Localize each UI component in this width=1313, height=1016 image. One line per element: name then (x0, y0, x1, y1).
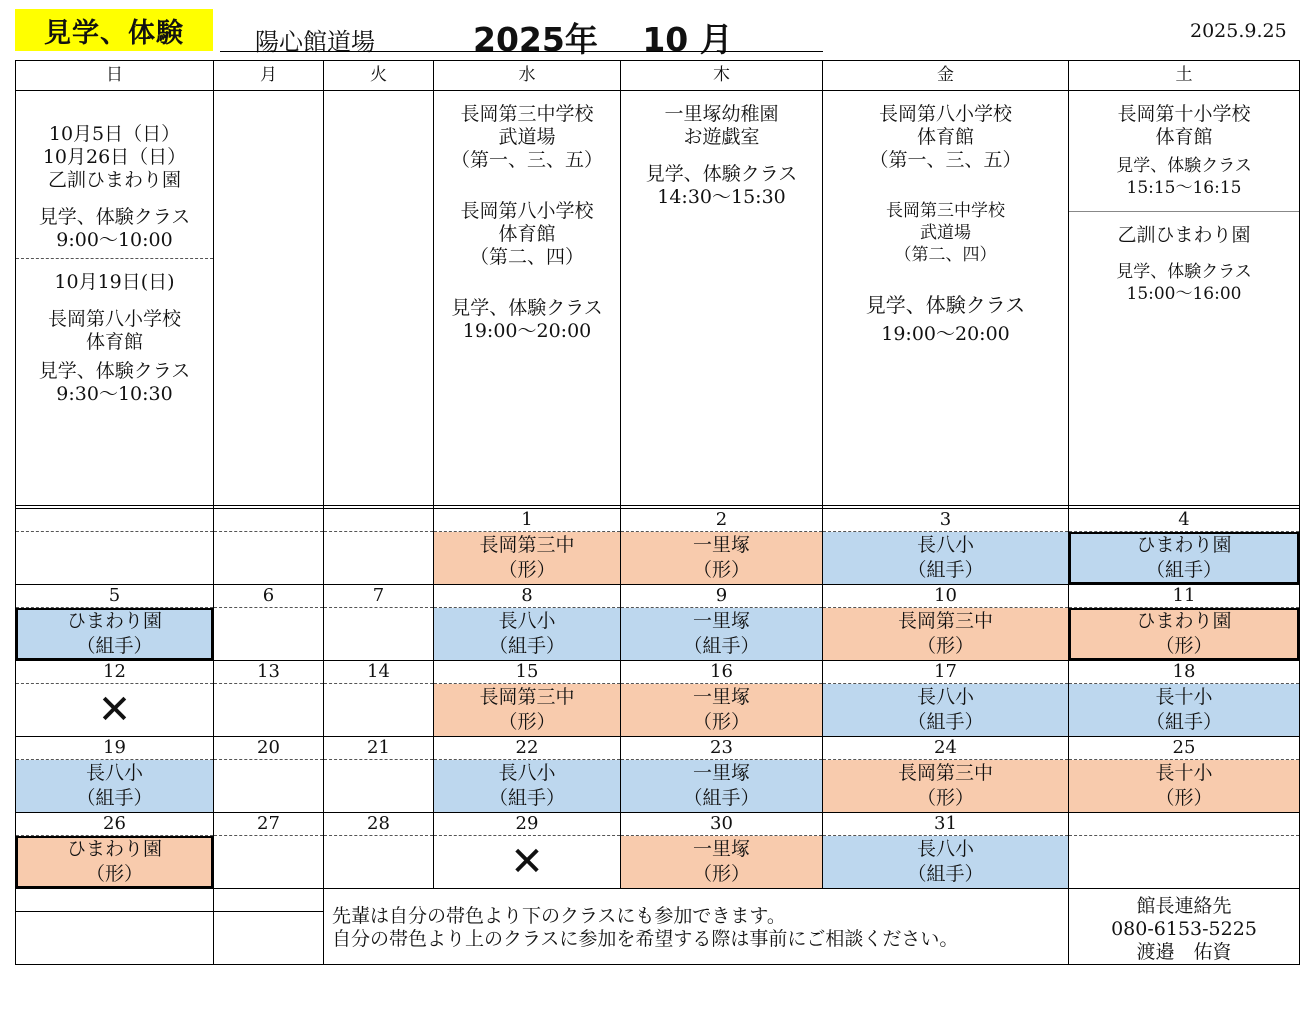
class-type: （形） (916, 635, 974, 657)
class-type: （形） (692, 863, 750, 885)
weekday-thu: 木 (621, 61, 823, 91)
day-number: 18 (1069, 661, 1300, 684)
class-cell (434, 532, 621, 585)
day-number: 16 (621, 661, 823, 684)
day-number: 9 (621, 585, 823, 608)
info-wed-time: 19:00～20:00 (462, 320, 592, 342)
info-wed-venue: （第二、四） (469, 246, 584, 268)
day-number (324, 509, 434, 532)
class-cell (823, 608, 1069, 661)
class-cell (434, 608, 621, 661)
class-venue: 長十小 (1155, 762, 1213, 784)
class-type: （組手） (907, 863, 984, 885)
class-row (16, 836, 1300, 889)
cancelled-mark-icon: ✕ (97, 687, 132, 733)
contact-box (1069, 889, 1300, 965)
day-number: 19 (16, 737, 214, 760)
class-cell (1069, 836, 1300, 889)
info-fri-class: 見学、体験クラス (865, 293, 1026, 317)
cancelled-mark-icon: ✕ (510, 839, 544, 885)
class-type: （形） (1155, 787, 1213, 809)
class-type: （形） (692, 559, 750, 581)
dojo-name: 陽心館道場 (255, 28, 375, 56)
info-fri-venue: （第一、三、五） (869, 149, 1022, 171)
weekday-tue: 火 (324, 61, 434, 91)
day-number: 11 (1069, 585, 1300, 608)
schedule-info-row (16, 91, 1300, 506)
info-sun-class: 見学、体験クラス (38, 360, 191, 382)
class-type: （形） (498, 559, 556, 581)
weekday-wed: 水 (434, 61, 621, 91)
class-venue: 長八小 (916, 838, 974, 860)
info-wed-venue: 武道場 (498, 126, 556, 148)
class-cell (621, 684, 823, 737)
info-wed-venue: 長岡第八小学校 (460, 200, 594, 222)
class-cell (434, 684, 621, 737)
footer-note-line: 自分の帯色より上のクラスに参加を希望する際は事前にご相談ください。 (332, 928, 959, 950)
class-venue: 一里塚 (692, 534, 750, 556)
class-cell (214, 608, 324, 661)
class-venue: 一里塚 (692, 686, 750, 708)
info-thu-venue: お遊戯室 (683, 126, 760, 148)
info-sun-date: 10月5日（日） (48, 123, 181, 145)
class-type: （形） (85, 863, 143, 885)
info-sun-venue: 体育館 (85, 331, 143, 353)
class-cell (16, 836, 214, 889)
info-sat-venue: 体育館 (1155, 126, 1213, 148)
class-venue: 長八小 (498, 610, 556, 632)
info-sat-time: 15:15～16:15 (1126, 178, 1242, 198)
info-fri-venue: 体育館 (916, 126, 974, 148)
class-venue: 一里塚 (692, 838, 750, 860)
class-cell (324, 684, 434, 737)
info-fri-venue: 長岡第八小学校 (878, 103, 1012, 125)
class-cell (16, 532, 214, 585)
day-number: 20 (214, 737, 324, 760)
info-mon (214, 91, 324, 506)
info-sat (1069, 91, 1300, 506)
class-cell (621, 608, 823, 661)
page-title: 2025年 10 月 (473, 20, 733, 59)
info-sun-date: 10月19日(日) (54, 271, 175, 293)
day-number: 30 (621, 813, 823, 836)
class-venue: 一里塚 (692, 610, 750, 632)
day-number: 3 (823, 509, 1069, 532)
day-number: 26 (16, 813, 214, 836)
day-number-row (16, 509, 1300, 532)
class-cell (324, 836, 434, 889)
info-sat-class: 見学、体験クラス (1116, 262, 1252, 282)
day-number: 24 (823, 737, 1069, 760)
day-number: 15 (434, 661, 621, 684)
day-number: 5 (16, 585, 214, 608)
class-cell (324, 760, 434, 813)
day-number: 6 (214, 585, 324, 608)
class-type: （形） (692, 711, 750, 733)
info-thu-venue: 一里塚幼稚園 (664, 103, 779, 125)
class-row (16, 760, 1300, 813)
class-cell (621, 760, 823, 813)
class-cell (621, 532, 823, 585)
footer-note (324, 889, 1069, 965)
class-cell (823, 760, 1069, 813)
week-rows (16, 509, 1300, 889)
class-type: （組手） (683, 787, 760, 809)
info-sun-time: 9:30～10:30 (56, 383, 173, 405)
class-type: （組手） (683, 635, 760, 657)
class-venue: ひまわり園 (1136, 534, 1232, 556)
class-venue: ひまわり園 (66, 838, 162, 860)
calendar-table (15, 60, 1300, 965)
class-cell (621, 836, 823, 889)
class-cell (434, 836, 621, 889)
class-type: （組手） (488, 635, 565, 657)
class-type: （組手） (488, 787, 565, 809)
day-number: 17 (823, 661, 1069, 684)
day-number-row (16, 661, 1300, 684)
weekday-sat: 土 (1069, 61, 1300, 91)
info-thu-class: 見学、体験クラス (645, 163, 798, 185)
class-cell (214, 760, 324, 813)
class-venue: 長八小 (916, 686, 974, 708)
class-cell (1069, 608, 1300, 661)
class-venue: 長岡第三中 (897, 762, 993, 784)
class-cell (1069, 684, 1300, 737)
info-fri (823, 91, 1069, 506)
footer-empty-cell (16, 889, 214, 912)
weekday-mon: 月 (214, 61, 324, 91)
info-sun-venue: 長岡第八小学校 (47, 308, 181, 330)
class-cell (16, 760, 214, 813)
class-venue: 一里塚 (692, 762, 750, 784)
info-sun-date: 10月26日（日） (42, 146, 187, 168)
info-thu-time: 14:30～15:30 (657, 186, 786, 208)
class-cell (434, 760, 621, 813)
day-number-row (16, 585, 1300, 608)
page-badge: 見学、体験 (15, 9, 213, 51)
info-fri-venue: （第二、四） (894, 245, 997, 265)
contact-phone: 080-6153-5225 (1111, 918, 1257, 940)
day-number: 25 (1069, 737, 1300, 760)
info-wed-venue: 体育館 (498, 223, 556, 245)
info-thu (621, 91, 823, 506)
weekday-header-row (16, 61, 1300, 91)
day-number: 8 (434, 585, 621, 608)
info-sun-class: 見学、体験クラス (38, 206, 191, 228)
day-number-row (16, 813, 1300, 836)
info-sun (16, 91, 214, 506)
day-number: 22 (434, 737, 621, 760)
class-cell (16, 608, 214, 661)
day-number (214, 509, 324, 532)
class-cell (823, 836, 1069, 889)
info-sat-venue: 長岡第十小学校 (1117, 103, 1251, 125)
day-number: 31 (823, 813, 1069, 836)
class-cell (214, 684, 324, 737)
day-number: 27 (214, 813, 324, 836)
class-cell (823, 684, 1069, 737)
class-venue: 長十小 (1155, 686, 1213, 708)
info-wed (434, 91, 621, 506)
class-cell (1069, 760, 1300, 813)
info-sun-venue: 乙訓ひまわり園 (47, 169, 181, 191)
class-type: （組手） (907, 711, 984, 733)
class-type: （形） (1155, 635, 1213, 657)
info-tue (324, 91, 434, 506)
class-cell (214, 532, 324, 585)
info-sat-class: 見学、体験クラス (1116, 156, 1252, 176)
title-underline (220, 51, 823, 52)
class-type: （組手） (1145, 559, 1222, 581)
class-cell (1069, 532, 1300, 585)
day-number: 1 (434, 509, 621, 532)
footer-note-line: 先輩は自分の帯色より下のクラスにも参加できます。 (332, 905, 786, 927)
class-type: （形） (916, 787, 974, 809)
day-number: 12 (16, 661, 214, 684)
info-fri-time: 19:00～20:00 (881, 323, 1010, 345)
class-venue: 長岡第三中 (479, 686, 575, 708)
day-number: 7 (324, 585, 434, 608)
class-venue: ひまわり園 (66, 610, 162, 632)
class-row (16, 532, 1300, 585)
footer-empty-cell (16, 912, 214, 965)
class-venue: 長岡第三中 (897, 610, 993, 632)
class-cell (823, 532, 1069, 585)
day-number: 23 (621, 737, 823, 760)
info-sun-time: 9:00～10:00 (56, 229, 173, 251)
class-venue: 長岡第三中 (479, 534, 575, 556)
day-number: 10 (823, 585, 1069, 608)
issue-date: 2025.9.25 (1190, 20, 1287, 42)
class-cell (324, 532, 434, 585)
class-venue: ひまわり園 (1136, 610, 1232, 632)
footer-empty-cell (214, 912, 324, 965)
info-fri-venue: 長岡第三中学校 (886, 201, 1005, 221)
info-sat-venue: 乙訓ひまわり園 (1117, 224, 1251, 246)
day-number: 2 (621, 509, 823, 532)
class-type: （組手） (907, 559, 984, 581)
class-cell (16, 684, 214, 737)
day-number: 29 (434, 813, 621, 836)
contact-title: 館長連絡先 (1136, 895, 1232, 917)
class-type: （形） (498, 711, 556, 733)
class-venue: 長八小 (85, 762, 143, 784)
class-venue: 長八小 (498, 762, 556, 784)
class-type: （組手） (76, 787, 153, 809)
weekday-fri: 金 (823, 61, 1069, 91)
day-number: 14 (324, 661, 434, 684)
class-cell (214, 836, 324, 889)
info-wed-venue: （第一、三、五） (450, 149, 603, 171)
day-number: 21 (324, 737, 434, 760)
footer-row (16, 889, 1300, 912)
class-venue: 長八小 (916, 534, 974, 556)
day-number: 4 (1069, 509, 1300, 532)
info-wed-venue: 長岡第三中学校 (460, 103, 594, 125)
class-type: （組手） (1145, 711, 1222, 733)
footer-empty-cell (214, 889, 324, 912)
class-type: （組手） (76, 635, 153, 657)
day-number: 28 (324, 813, 434, 836)
contact-name: 渡邉 佑資 (1136, 941, 1232, 963)
day-number (16, 509, 214, 532)
day-number-row (16, 737, 1300, 760)
info-wed-class: 見学、体験クラス (451, 297, 603, 319)
weekday-sun: 日 (16, 61, 214, 91)
class-row (16, 684, 1300, 737)
info-sat-time: 15:00～16:00 (1126, 284, 1242, 304)
info-fri-venue: 武道場 (920, 223, 971, 243)
day-number (1069, 813, 1300, 836)
class-cell (324, 608, 434, 661)
day-number: 13 (214, 661, 324, 684)
class-row (16, 608, 1300, 661)
